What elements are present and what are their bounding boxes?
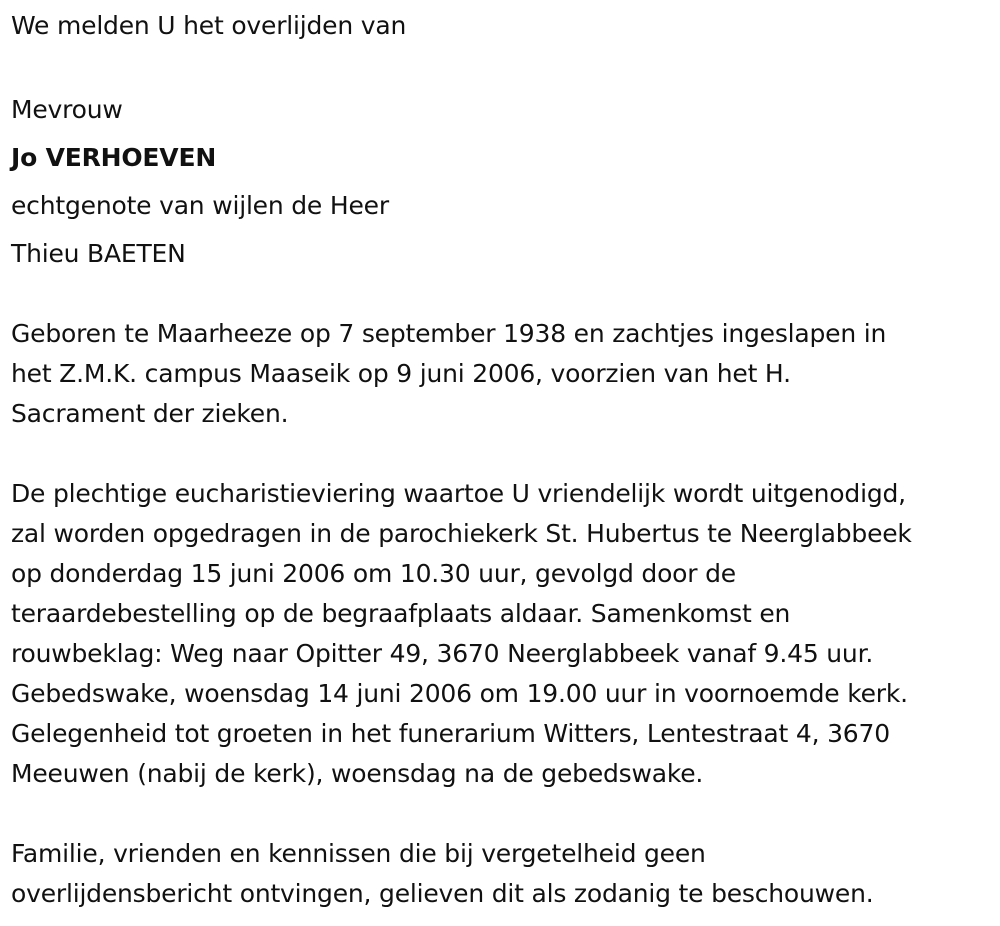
paragraph-line: Geboren te Maarheeze op 7 september 1938 en zachtjes ingeslapen in [11,319,887,348]
paragraph-line: Sacrament der zieken. [11,399,289,428]
birth-death-paragraph [11,314,991,434]
paragraph-line: overlijdensbericht ontvingen, gelieven dit als zodanig te beschouwen. [11,879,874,908]
spacer [11,278,991,314]
paragraph-line: Meeuwen (nabij de kerk), woensdag na de gebedswake. [11,759,704,788]
ceremony-paragraph [11,474,991,794]
paragraph-line: De plechtige eucharistieviering waartoe U vriendelijk wordt uitgenodigd, [11,479,906,508]
deceased-block [11,86,991,278]
closing-paragraph [11,834,991,914]
paragraph-line: Gebedswake, woensdag 14 juni 2006 om 19.00 uur in voornoemde kerk. [11,679,908,708]
intro-text: We melden U het overlijden van [11,11,407,40]
obituary-document [11,6,991,914]
paragraph-line: Familie, vrienden en kennissen die bij vergetelheid geen [11,839,706,868]
paragraph-line: teraardebestelling op de begraafplaats aldaar. Samenkomst en [11,599,791,628]
deceased-title: Mevrouw [11,95,123,124]
deceased-relation: echtgenote van wijlen de Heer [11,191,389,220]
paragraph-line: op donderdag 15 juni 2006 om 10.30 uur, gevolgd door de [11,559,736,588]
intro-section [11,6,991,46]
deceased-name: Jo VERHOEVEN [11,143,217,172]
paragraph-line: rouwbeklag: Weg naar Opitter 49, 3670 Neerglabbeek vanaf 9.45 uur. [11,639,874,668]
paragraph-line: zal worden opgedragen in de parochiekerk St. Hubertus te Neerglabbeek [11,519,912,548]
paragraph-line: Gelegenheid tot groeten in het funerarium Witters, Lentestraat 4, 3670 [11,719,890,748]
spacer [11,434,991,474]
spacer [11,794,991,834]
paragraph-line: het Z.M.K. campus Maaseik op 9 juni 2006, voorzien van het H. [11,359,791,388]
spouse-name: Thieu BAETEN [11,239,186,268]
spacer [11,46,991,86]
